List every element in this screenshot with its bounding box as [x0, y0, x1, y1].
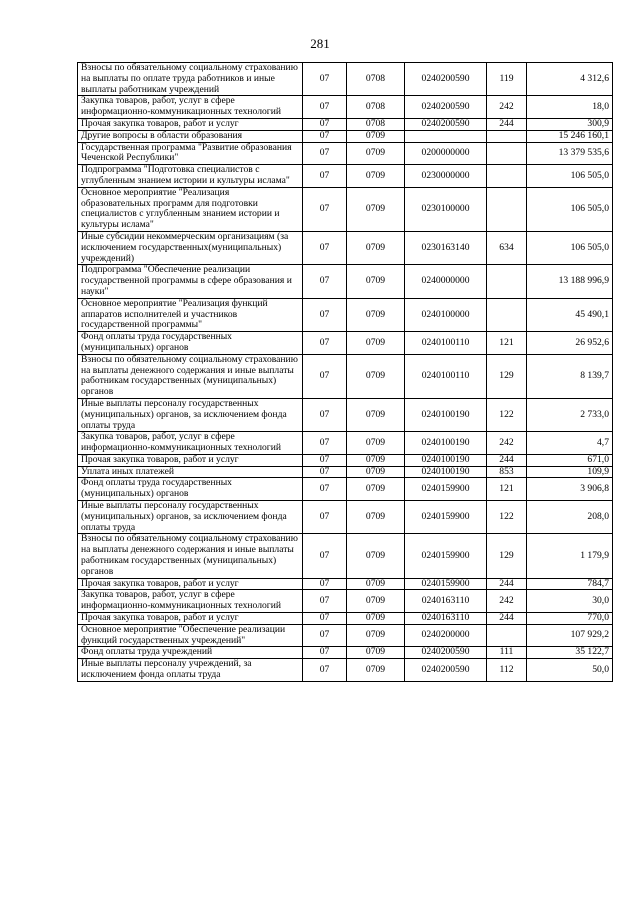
chapter-code-cell: 07: [303, 354, 347, 398]
table-row: [78, 647, 613, 659]
subsection-code-cell: 0709: [347, 478, 405, 501]
chapter-code-cell: 07: [303, 130, 347, 142]
table-row: [78, 659, 613, 682]
expense-type-cell: [487, 265, 527, 298]
table-row: [78, 265, 613, 298]
subsection-code-cell: 0709: [347, 130, 405, 142]
expense-type-cell: 129: [487, 534, 527, 578]
budget-table: [77, 62, 613, 682]
target-article-cell: 0240159900: [405, 478, 487, 501]
subsection-code-cell: 0709: [347, 647, 405, 659]
item-name-cell: Иные выплаты персоналу учреждений, за исключением фонда оплаты труда: [78, 659, 303, 682]
target-article-cell: 0200000000: [405, 142, 487, 165]
subsection-code-cell: 0709: [347, 332, 405, 355]
amount-cell: 770,0: [527, 613, 613, 625]
item-name-cell: Прочая закупка товаров, работ и услуг: [78, 118, 303, 130]
table-row: [78, 466, 613, 478]
subsection-code-cell: 0709: [347, 432, 405, 455]
amount-cell: 671,0: [527, 454, 613, 466]
amount-cell: 300,9: [527, 118, 613, 130]
chapter-code-cell: 07: [303, 332, 347, 355]
subsection-code-cell: 0708: [347, 63, 405, 96]
expense-type-cell: 111: [487, 647, 527, 659]
amount-cell: 15 246 160,1: [527, 130, 613, 142]
subsection-code-cell: 0709: [347, 231, 405, 264]
chapter-code-cell: 07: [303, 398, 347, 431]
expense-type-cell: 122: [487, 398, 527, 431]
chapter-code-cell: 07: [303, 578, 347, 590]
item-name-cell: Фонд оплаты труда учреждений: [78, 647, 303, 659]
target-article-cell: 0240000000: [405, 265, 487, 298]
expense-type-cell: [487, 298, 527, 331]
table-row: [78, 298, 613, 331]
chapter-code-cell: 07: [303, 265, 347, 298]
amount-cell: 106 505,0: [527, 231, 613, 264]
subsection-code-cell: 0709: [347, 613, 405, 625]
target-article-cell: [405, 130, 487, 142]
target-article-cell: 0230100000: [405, 187, 487, 231]
item-name-cell: Иные субсидии некоммерческим организациям (за исключением государственных(муниципальных) учреждений): [78, 231, 303, 264]
table-row: [78, 398, 613, 431]
table-row: [78, 130, 613, 142]
amount-cell: 45 490,1: [527, 298, 613, 331]
subsection-code-cell: 0709: [347, 142, 405, 165]
expense-type-cell: 244: [487, 118, 527, 130]
target-article-cell: 0240163110: [405, 613, 487, 625]
table-row: [78, 354, 613, 398]
item-name-cell: Прочая закупка товаров, работ и услуг: [78, 454, 303, 466]
target-article-cell: 0240163110: [405, 590, 487, 613]
subsection-code-cell: 0708: [347, 118, 405, 130]
subsection-code-cell: 0708: [347, 96, 405, 119]
amount-cell: 26 952,6: [527, 332, 613, 355]
item-name-cell: Фонд оплаты труда государственных (муниципальных) органов: [78, 478, 303, 501]
page-number: 281: [310, 36, 330, 51]
target-article-cell: 0240100190: [405, 432, 487, 455]
expense-type-cell: 242: [487, 432, 527, 455]
subsection-code-cell: 0709: [347, 624, 405, 647]
chapter-code-cell: 07: [303, 613, 347, 625]
amount-cell: 106 505,0: [527, 187, 613, 231]
table-row: [78, 63, 613, 96]
amount-cell: 30,0: [527, 590, 613, 613]
chapter-code-cell: 07: [303, 118, 347, 130]
target-article-cell: 0240200590: [405, 96, 487, 119]
table-row: [78, 165, 613, 188]
amount-cell: 107 929,2: [527, 624, 613, 647]
table-row: [78, 578, 613, 590]
item-name-cell: Другие вопросы в области образования: [78, 130, 303, 142]
expense-type-cell: 244: [487, 613, 527, 625]
item-name-cell: Государственная программа "Развитие образования Чеченской Республики": [78, 142, 303, 165]
item-name-cell: Фонд оплаты труда государственных (муниципальных) органов: [78, 332, 303, 355]
amount-cell: 106 505,0: [527, 165, 613, 188]
target-article-cell: 0240100190: [405, 398, 487, 431]
chapter-code-cell: 07: [303, 478, 347, 501]
chapter-code-cell: 07: [303, 165, 347, 188]
item-name-cell: Взносы по обязательному социальному страхованию на выплаты по оплате труда работников и иные выплаты работникам учреждений: [78, 63, 303, 96]
expense-type-cell: 121: [487, 332, 527, 355]
item-name-cell: Иные выплаты персоналу государственных (муниципальных) органов, за исключением фонда оплаты труда: [78, 501, 303, 534]
target-article-cell: 0240200590: [405, 647, 487, 659]
chapter-code-cell: 07: [303, 624, 347, 647]
item-name-cell: Основное мероприятие "Реализация функций аппаратов исполнителей и участников государственной программы": [78, 298, 303, 331]
expense-type-cell: [487, 142, 527, 165]
expense-type-cell: 121: [487, 478, 527, 501]
table-row: [78, 478, 613, 501]
subsection-code-cell: 0709: [347, 398, 405, 431]
target-article-cell: 0230000000: [405, 165, 487, 188]
target-article-cell: 0230163140: [405, 231, 487, 264]
target-article-cell: 0240159900: [405, 501, 487, 534]
amount-cell: 109,9: [527, 466, 613, 478]
expense-type-cell: [487, 130, 527, 142]
item-name-cell: Уплата иных платежей: [78, 466, 303, 478]
expense-type-cell: [487, 624, 527, 647]
table-row: [78, 332, 613, 355]
target-article-cell: 0240100000: [405, 298, 487, 331]
expense-type-cell: 242: [487, 96, 527, 119]
table-row: [78, 590, 613, 613]
amount-cell: 208,0: [527, 501, 613, 534]
chapter-code-cell: 07: [303, 590, 347, 613]
subsection-code-cell: 0709: [347, 466, 405, 478]
chapter-code-cell: 07: [303, 96, 347, 119]
amount-cell: 4,7: [527, 432, 613, 455]
amount-cell: 4 312,6: [527, 63, 613, 96]
item-name-cell: Основное мероприятие "Реализация образовательных программ для подготовки специалистов с углубленным знанием истории и культуры ислама": [78, 187, 303, 231]
item-name-cell: Закупка товаров, работ, услуг в сфере информационно-коммуникационных технологий: [78, 96, 303, 119]
chapter-code-cell: 07: [303, 432, 347, 455]
target-article-cell: 0240100190: [405, 454, 487, 466]
amount-cell: 18,0: [527, 96, 613, 119]
subsection-code-cell: 0709: [347, 659, 405, 682]
subsection-code-cell: 0709: [347, 501, 405, 534]
target-article-cell: 0240200590: [405, 659, 487, 682]
expense-type-cell: 634: [487, 231, 527, 264]
table-row: [78, 96, 613, 119]
table-row: [78, 624, 613, 647]
target-article-cell: 0240100110: [405, 332, 487, 355]
expense-type-cell: 119: [487, 63, 527, 96]
expense-type-cell: 242: [487, 590, 527, 613]
chapter-code-cell: 07: [303, 298, 347, 331]
subsection-code-cell: 0709: [347, 534, 405, 578]
item-name-cell: Подпрограмма "Подготовка специалистов с углубленным знанием истории и культуры ислама": [78, 165, 303, 188]
chapter-code-cell: 07: [303, 63, 347, 96]
amount-cell: 35 122,7: [527, 647, 613, 659]
table-row: [78, 501, 613, 534]
subsection-code-cell: 0709: [347, 590, 405, 613]
target-article-cell: 0240200590: [405, 63, 487, 96]
table-row: [78, 454, 613, 466]
expense-type-cell: 244: [487, 578, 527, 590]
amount-cell: 13 379 535,6: [527, 142, 613, 165]
expense-type-cell: 129: [487, 354, 527, 398]
target-article-cell: 0240159900: [405, 578, 487, 590]
subsection-code-cell: 0709: [347, 354, 405, 398]
budget-table-body: [78, 63, 613, 682]
expense-type-cell: [487, 165, 527, 188]
expense-type-cell: 244: [487, 454, 527, 466]
item-name-cell: Закупка товаров, работ, услуг в сфере информационно-коммуникационных технологий: [78, 432, 303, 455]
target-article-cell: 0240159900: [405, 534, 487, 578]
subsection-code-cell: 0709: [347, 578, 405, 590]
table-row: [78, 142, 613, 165]
expense-type-cell: [487, 187, 527, 231]
chapter-code-cell: 07: [303, 454, 347, 466]
target-article-cell: 0240200590: [405, 118, 487, 130]
subsection-code-cell: 0709: [347, 298, 405, 331]
amount-cell: 50,0: [527, 659, 613, 682]
item-name-cell: Подпрограмма "Обеспечение реализации государственной программы в сфере образования и науки": [78, 265, 303, 298]
table-row: [78, 613, 613, 625]
subsection-code-cell: 0709: [347, 265, 405, 298]
chapter-code-cell: 07: [303, 187, 347, 231]
amount-cell: 8 139,7: [527, 354, 613, 398]
amount-cell: 1 179,9: [527, 534, 613, 578]
amount-cell: 784,7: [527, 578, 613, 590]
expense-type-cell: 853: [487, 466, 527, 478]
table-row: [78, 187, 613, 231]
expense-type-cell: 112: [487, 659, 527, 682]
expense-type-cell: 122: [487, 501, 527, 534]
table-row: [78, 432, 613, 455]
target-article-cell: 0240200000: [405, 624, 487, 647]
table-row: [78, 231, 613, 264]
table-row: [78, 534, 613, 578]
amount-cell: 3 906,8: [527, 478, 613, 501]
subsection-code-cell: 0709: [347, 165, 405, 188]
chapter-code-cell: 07: [303, 534, 347, 578]
chapter-code-cell: 07: [303, 142, 347, 165]
subsection-code-cell: 0709: [347, 454, 405, 466]
item-name-cell: Основное мероприятие "Обеспечение реализации функций государственных учреждений": [78, 624, 303, 647]
item-name-cell: Иные выплаты персоналу государственных (муниципальных) органов, за исключением фонда оплаты труда: [78, 398, 303, 431]
item-name-cell: Закупка товаров, работ, услуг в сфере информационно-коммуникационных технологий: [78, 590, 303, 613]
item-name-cell: Прочая закупка товаров, работ и услуг: [78, 578, 303, 590]
chapter-code-cell: 07: [303, 647, 347, 659]
item-name-cell: Взносы по обязательному социальному страхованию на выплаты денежного содержания и иные выплаты работникам государственных (муниципальных) органов: [78, 354, 303, 398]
amount-cell: 2 733,0: [527, 398, 613, 431]
item-name-cell: Прочая закупка товаров, работ и услуг: [78, 613, 303, 625]
table-row: [78, 118, 613, 130]
target-article-cell: 0240100110: [405, 354, 487, 398]
chapter-code-cell: 07: [303, 231, 347, 264]
subsection-code-cell: 0709: [347, 187, 405, 231]
chapter-code-cell: 07: [303, 466, 347, 478]
amount-cell: 13 188 996,9: [527, 265, 613, 298]
chapter-code-cell: 07: [303, 501, 347, 534]
chapter-code-cell: 07: [303, 659, 347, 682]
target-article-cell: 0240100190: [405, 466, 487, 478]
item-name-cell: Взносы по обязательному социальному страхованию на выплаты денежного содержания и иные выплаты работникам государственных (муниципальных) органов: [78, 534, 303, 578]
